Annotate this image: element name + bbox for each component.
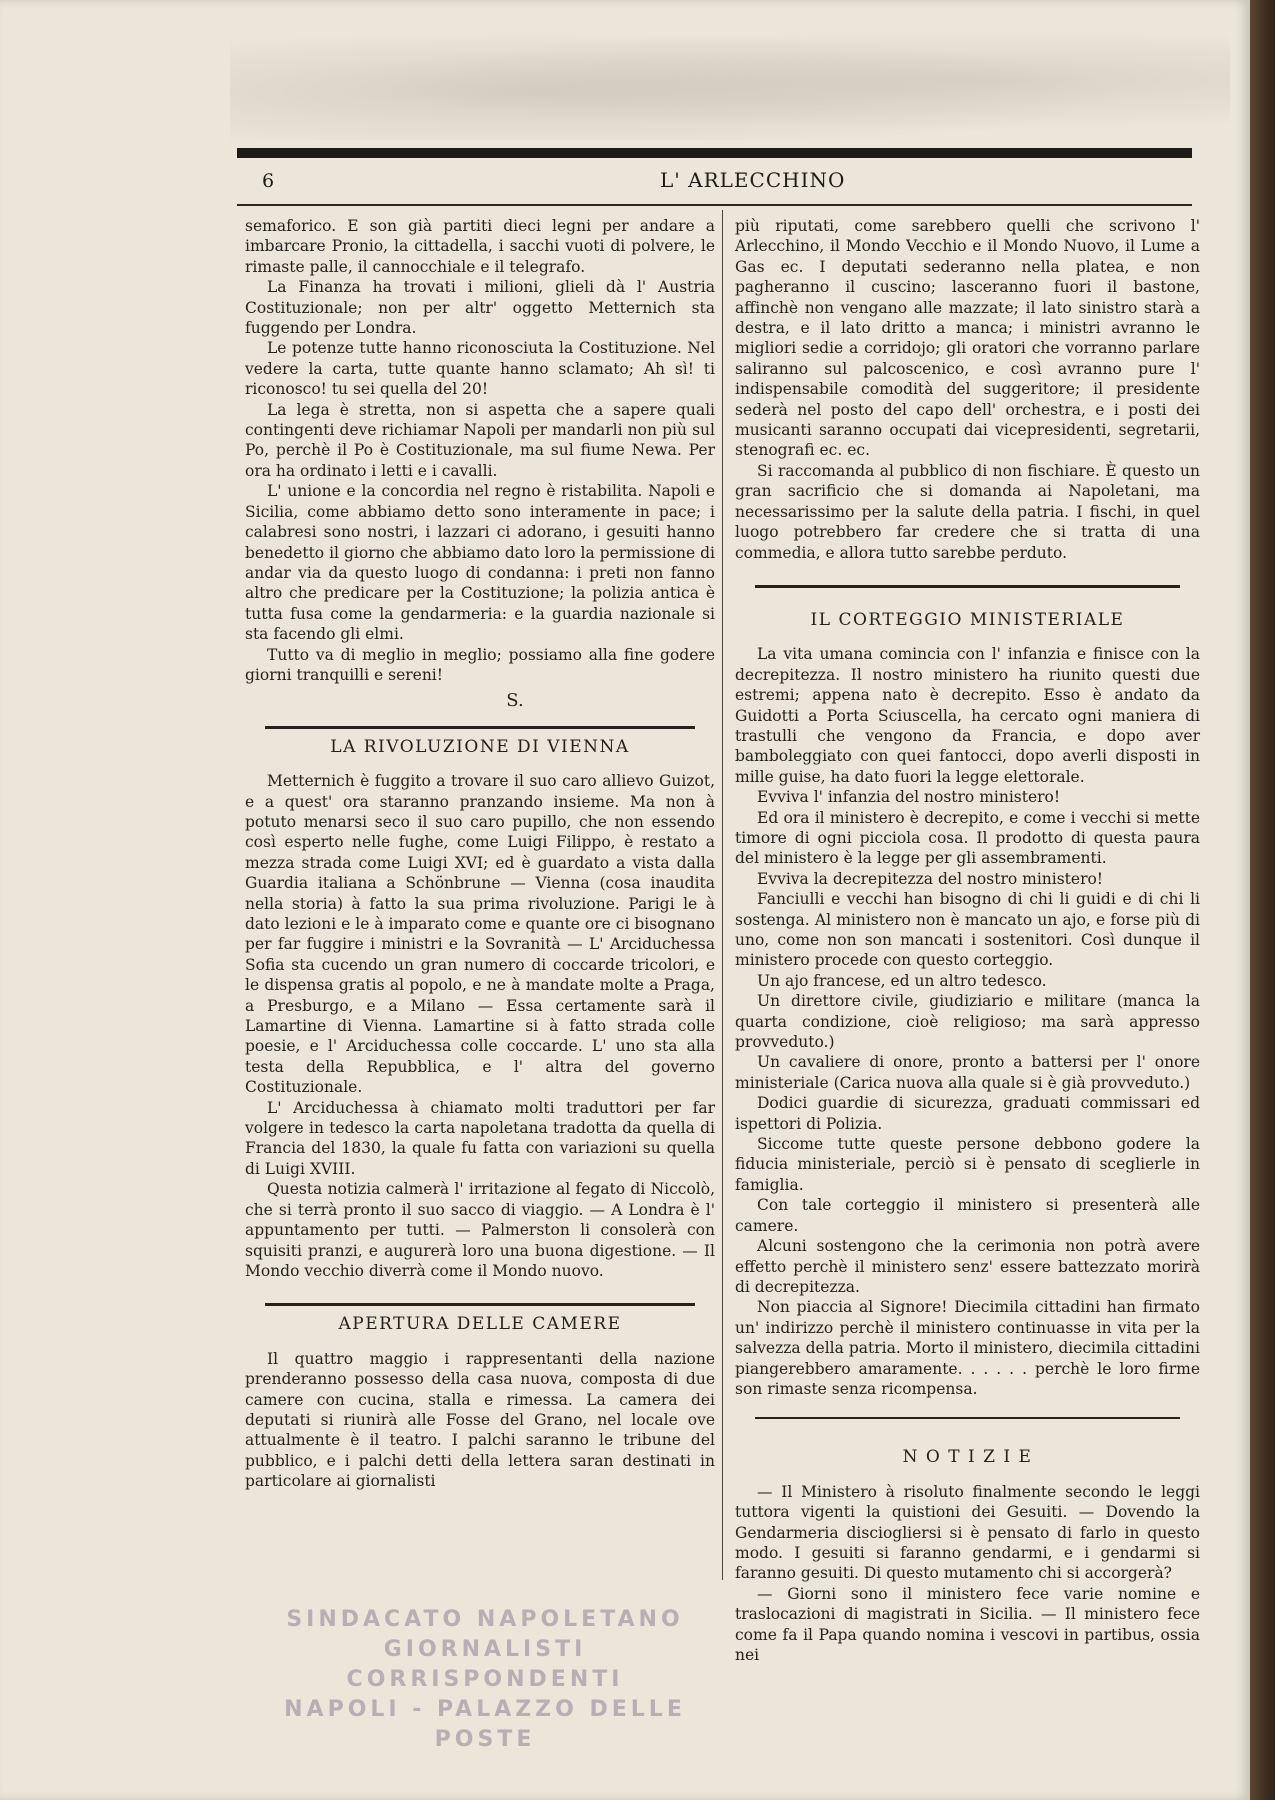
column-divider (722, 210, 723, 1580)
section-title-vienna: LA RIVOLUZIONE DI VIENNA (330, 736, 630, 757)
paragraph: Questa notizia calmerà l' irritazione al fegato di Niccolò, che si terrà pronto il suo sacco di viaggio. — A Londra è l' appuntamento per tutti. — Palmerston li consolerà con squisiti pranzi, e augurerà loro una buona digestione. — Il Mondo vecchio diverrà come il Mondo nuovo. (245, 1180, 715, 1280)
paragraph: Ed ora il ministero è decrepito, e come i vecchi si mette timore di ogni picciola cosa. Il prodotto di questa paura del ministero è la legge per gli assembramenti. (735, 808, 1200, 868)
paragraph: Un ajo francese, ed un altro tedesco. (757, 971, 1047, 990)
stamp-line: SINDACATO NAPOLETANO (286, 1607, 684, 1632)
paragraph: semaforico. E son già partiti dieci legni per andare a imbarcare Pronio, la cittadella, i sacchi vuoti di polvere, le rimaste palle, il cannocchiale e il telegrafo. (245, 217, 715, 276)
intro-article (245, 216, 715, 712)
paragraph: Evviva l' infanzia del nostro ministero! (757, 788, 1061, 807)
paragraph: Un cavaliere di onore, pronto a battersi per l' onore ministeriale (Carica nuova alla quale si è già provveduto.) (735, 1053, 1200, 1092)
paragraph: Metternich è fuggito a trovare il suo caro allievo Guizot, e a quest' ora staranno pranzando insieme. Ma non à potuto menarsi seco il suo caro pupillo, che non essendo così esperto nelle fughe, come Luigi Filippo, è restato a mezza strada come Luigi XVI; ed è guardato a vista dalla Guardia italiana a Schönbrune — Vienna (cosa inaudita nella storia) à fatto la sua prima rivoluzione. Parigi le à dato lezioni e le à imparato come e quante ore ci bisognano per far fuggire i ministri e la Sovranità — L' Arciduchessa Sofia sta cucendo un gran numero di coccarde tricolori, e le dispensa gratis al popolo, e ne à mandate molte a Praga, a Presburgo, e a Milano — Essa certamente sarà il Lamartine di Vienna. Lamartine si à fatto strada colle poesie, e l' Arciduchessa colle coccarde. L' uno sta alla testa della Repubblica, e l' altra del governo Costituzionale. (245, 772, 715, 1097)
paragraph: Siccome tutte queste persone debbono godere la fiducia ministeriale, perciò si è pensato di sceglierle in famiglia. (735, 1135, 1200, 1194)
paragraph: La Finanza ha trovati i milioni, glieli dà l' Austria Costituzionale; non per altr' oggetto Metternich sta fuggendo per Londra. (245, 278, 715, 338)
paragraph: Un direttore civile, giudiziario e militare (manca la quarta condizione, cioè religioso; ma sarà appresso provveduto.) (735, 992, 1200, 1052)
section-title-camere: APERTURA DELLE CAMERE (338, 1314, 622, 1335)
page-edge (1250, 0, 1275, 1800)
section-title-notizie: N O T I Z I E (902, 1447, 1033, 1468)
article-signature: S. (506, 690, 524, 712)
paragraph: Tutto va di meglio in meglio; possiamo alla fine godere giorni tranquilli e sereni! (245, 645, 715, 684)
stamp-line: GIORNALISTI CORRISPONDENTI (346, 1637, 624, 1692)
stamp-line: NAPOLI - PALAZZO DELLE POSTE (284, 1697, 686, 1752)
section-rule (755, 585, 1180, 588)
header-rule-thick (237, 148, 1192, 158)
paragraph: Si raccomanda al pubblico di non fischiare. È questo un gran sacrificio che si domanda ai Napoletani, ma necessarissimo per la salute della patria. I fischi, in quel luogo potrebbero far credere che si tratta di una commedia, e allora tutto sarebbe perduto. (735, 461, 1200, 562)
page-number: 6 (262, 170, 275, 192)
section-title-corteggio: IL CORTEGGIO MINISTERIALE (810, 609, 1125, 630)
paragraph: L' Arciduchessa à chiamato molti traduttori per far volgere in tedesco la carta napoletana tradotta da quella di Francia del 1830, la quale fu fatta con variazioni su quella di Luigi XVIII. (245, 1098, 715, 1178)
left-column (245, 216, 715, 1492)
paragraph: Non piaccia al Signore! Diecimila cittadini han firmato un' indirizzo perchè il ministero continuasse in vita per la salvezza della patria. Morto il ministero, diecimila cittadini piangerebbero amaramente. . . . . . perchè le loro firme son rimaste senza ricompensa. (735, 1298, 1200, 1398)
header-illustration (230, 20, 1230, 140)
archive-stamp (270, 1605, 700, 1752)
section-rule (265, 726, 695, 729)
paragraph: — Il Ministero à risoluto finalmente secondo le leggi tuttora vigenti la quistioni dei Gesuiti. — Dovendo la Gendarmeria disciogliersi si è pensato di farlo in questo modo. I gesuiti si faranno gendarmi, e i gendarmi si faranno gesuiti. Di questo mutamento chi si accorgerà? (735, 1482, 1200, 1583)
paragraph: La vita umana comincia con l' infanzia e finisce con la decrepitezza. Il nostro ministero ha riunito questi due estremi; appena nato è decrepito. Esso è andato da Guidotti a Porta Sciuscella, ha cercato ogni maniera di trastulli che vengono da Francia, e dopo aver bamboleggiato con quei fantocci, dopo averli disposti in mille guise, ha dato fuori la legge elettorale. (735, 645, 1200, 786)
paragraph: L' unione e la concordia nel regno è ristabilita. Napoli e Sicilia, come abbiamo detto sono interamente in pace; i calabresi sono nostri, i lazzari ci adorano, i gesuiti hanno benedetto il giorno che abbiamo dato loro la permissione di andar via da questo luogo di condanna: i preti non fanno altro che predicare per la Costituzione; la polizia antica è tutta fusa come la gendarmeria: e la guardia nazionale si sta facendo gli elmi. (245, 482, 715, 644)
section-rule (755, 1417, 1180, 1419)
paragraph: Il quattro maggio i rappresentanti della nazione prenderanno possesso della casa nuova, composta di due camere con cucina, stalla e rimessa. La camera dei deputati si riunirà alle Fosse del Grano, nel locale ove attualmente è il teatro. I palchi saranno le tribune del pubblico, e i palchi detti della lettera saran destinati in particolare ai giornalisti (245, 1349, 715, 1491)
paragraph: La lega è stretta, non si aspetta che a sapere quali contingenti deve richiamar Napoli per mandarli non più sul Po, perchè il Po è Costituzionale, ma sul fiume Newa. Per ora ha ordinato i letti e i cavalli. (245, 400, 715, 480)
paragraph: Evviva la decrepitezza del nostro ministero! (757, 869, 1104, 888)
paragraph: — Giorni sono il ministero fece varie nomine e traslocazioni di magistrati in Sicilia. — Il ministero fece come fa il Papa quando nomina i vescovi in partibus, ossia nei (735, 1584, 1200, 1664)
header-rule-thin (237, 204, 1192, 206)
right-column (735, 216, 1200, 1665)
paragraph: Fanciulli e vecchi han bisogno di chi li guidi e di chi li sostenga. Al ministero non è mancato un ajo, e forse più di uno, come non son mancati i sostenitori. Così dunque il ministero procede con questo corteggio. (735, 890, 1200, 970)
masthead-title: L' ARLECCHINO (660, 168, 846, 192)
paragraph: Alcuni sostengono che la cerimonia non potrà avere effetto perchè il ministero senz' essere battezzato morirà di decrepitezza. (735, 1237, 1200, 1296)
paragraph: Le potenze tutte hanno riconosciuta la Costituzione. Nel vedere la carta, tutte quante hanno sclamato; Ah sì! ti riconosco! tu sei quella del 20! (245, 339, 715, 399)
paragraph: Dodici guardie di sicurezza, graduati commissari ed ispettori di Polizia. (735, 1094, 1200, 1133)
paragraph: Con tale corteggio il ministero si presenterà alle camere. (735, 1196, 1200, 1235)
paragraph: più riputati, come sarebbero quelli che scrivono l' Arlecchino, il Mondo Vecchio e il Mondo Nuovo, il Lume a Gas ec. I deputati sederanno nella platea, e non pagheranno il cuscino; lasceranno fuori il bastone, affinchè non vengano alle mazzate; il lato sinistro starà a destra, e il lato dritto a manca; i ministri avranno le migliori sedie a corridojo; gli oratori che vorranno parlare saliranno sul palcoscenico, e così avranno pure l' indispensabile comodità del suggeritore; il presidente sederà nel posto del capo dell' orchestra, e i posti dei musicanti saranno occupati dai vicepresidenti, segretarii, stenografi ec. ec. (735, 217, 1200, 460)
section-rule (265, 1303, 695, 1306)
